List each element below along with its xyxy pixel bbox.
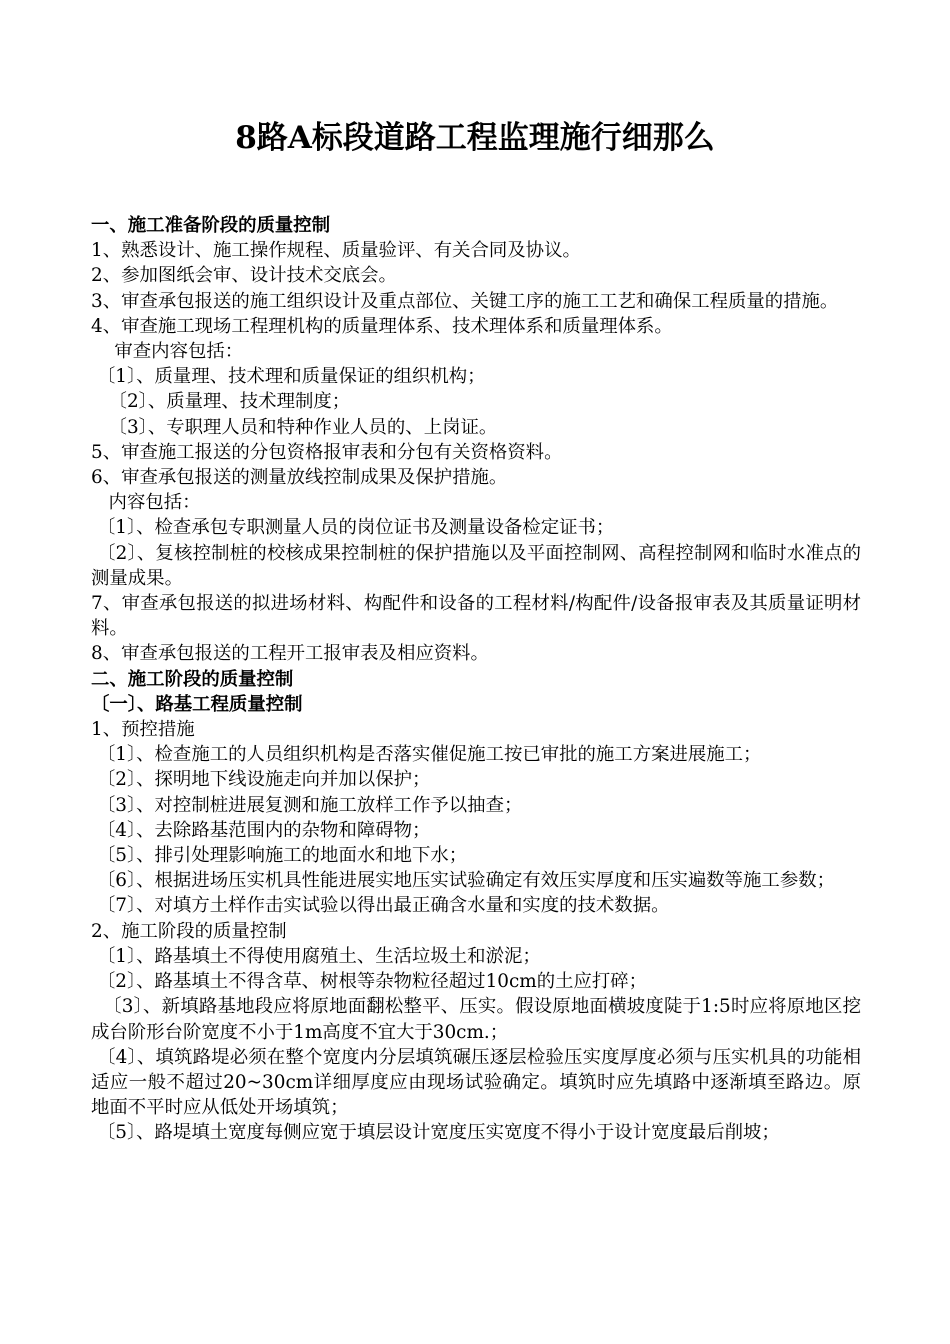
body-line: 1、熟悉设计、施工操作规程、质量验评、有关合同及协议。 [91,240,581,262]
body-line: 〔7〕、对填方土样作击实试验以得出最正确含水量和实度的技术数据。 [91,895,670,917]
body-line: 〔5〕、排引处理影响施工的地面水和地下水； [91,845,468,867]
body-line: 4、审查施工现场工程理机构的质量理体系、技术理体系和质量理体系。 [91,315,673,337]
body-line: 〔5〕、路堤填土宽度每侧应宽于填层设计宽度压实宽度不得小于设计宽度最后削坡； [91,1122,780,1144]
body-line: 5、审查施工报送的分包资格报审表和分包有关资格资料。 [91,441,563,463]
body-line: 内容包括： [91,492,201,514]
section-heading: 一、施工准备阶段的质量控制 [91,215,331,236]
body-line: 〔3〕、专职理人员和特种作业人员的、上岗证。 [91,416,498,438]
document-title: 8路A标段道路工程监理施行细那么 [235,120,715,156]
body-line: 1、预控措施 [91,719,195,741]
body-line: 〔4〕、填筑路堤必须在整个宽度内分层填筑碾压逐层检验压实度厚度必须与压实机具的功能相适应一般不超过20~30cm详细厚度应由现场试验确定。填筑时应先填路中逐渐填至路边。原地面不平时应从低处开场填筑； [91,1046,861,1119]
body-line: 〔3〕、新填路基地段应将原地面翻松整平、压实。假设原地面横坡度陡于1:5时应将原地区挖成台阶形台阶宽度不小于1m高度不宜大于30cm.； [91,996,861,1043]
body-line: 2、参加图纸会审、设计技术交底会。 [91,265,397,287]
body-line: 〔2〕、路基填土不得含草、树根等杂物粒径超过10cm的土应打碎； [91,971,648,993]
body-line: 审查内容包括： [91,341,244,363]
body-line: 〔2〕、复核控制桩的校核成果控制桩的保护措施以及平面控制网、高程控制网和临时水准点的测量成果。 [91,542,861,589]
body-line: 〔1〕、路基填土不得使用腐殖土、生活垃圾土和淤泥； [91,945,541,967]
section-heading: 二、施工阶段的质量控制 [91,668,294,690]
body-line: 〔6〕、根据进场压实机具性能进展实地压实试验确定有效压实厚度和压实遍数等施工参数； [91,870,835,892]
body-line: 〔2〕、探明地下线设施走向并加以保护； [91,769,431,791]
body-line: 2、施工阶段的质量控制 [91,920,287,942]
body-line: 3、审查承包报送的施工组织设计及重点部位、关键工序的施工工艺和确保工程质量的措施。 [91,290,839,312]
body-line: 〔1〕、检查施工的人员组织机构是否落实催促施工按已审批的施工方案进展施工； [91,744,762,766]
body-line: 〔4〕、去除路基范围内的杂物和障碍物； [91,819,431,841]
body-line: 〔1〕、检查承包专职测量人员的岗位证书及测量设备检定证书； [91,517,615,539]
body-line: 8、审查承包报送的工程开工报审表及相应资料。 [91,643,489,665]
body-line: 〔3〕、对控制桩进展复测和施工放样工作予以抽查； [91,794,523,816]
document-body [91,213,861,1146]
body-line: 〔1〕、质量理、技术理和质量保证的组织机构； [91,366,486,388]
body-line: 6、审查承包报送的测量放线控制成果及保护措施。 [91,467,508,489]
body-line: 7、审查承包报送的拟进场材料、构配件和设备的工程材料/构配件/设备报审表及其质量证明材料。 [91,593,861,640]
body-line: 〔2〕、质量理、技术理制度； [91,391,351,413]
section-heading: 〔一〕、路基工程质量控制 [91,693,303,715]
